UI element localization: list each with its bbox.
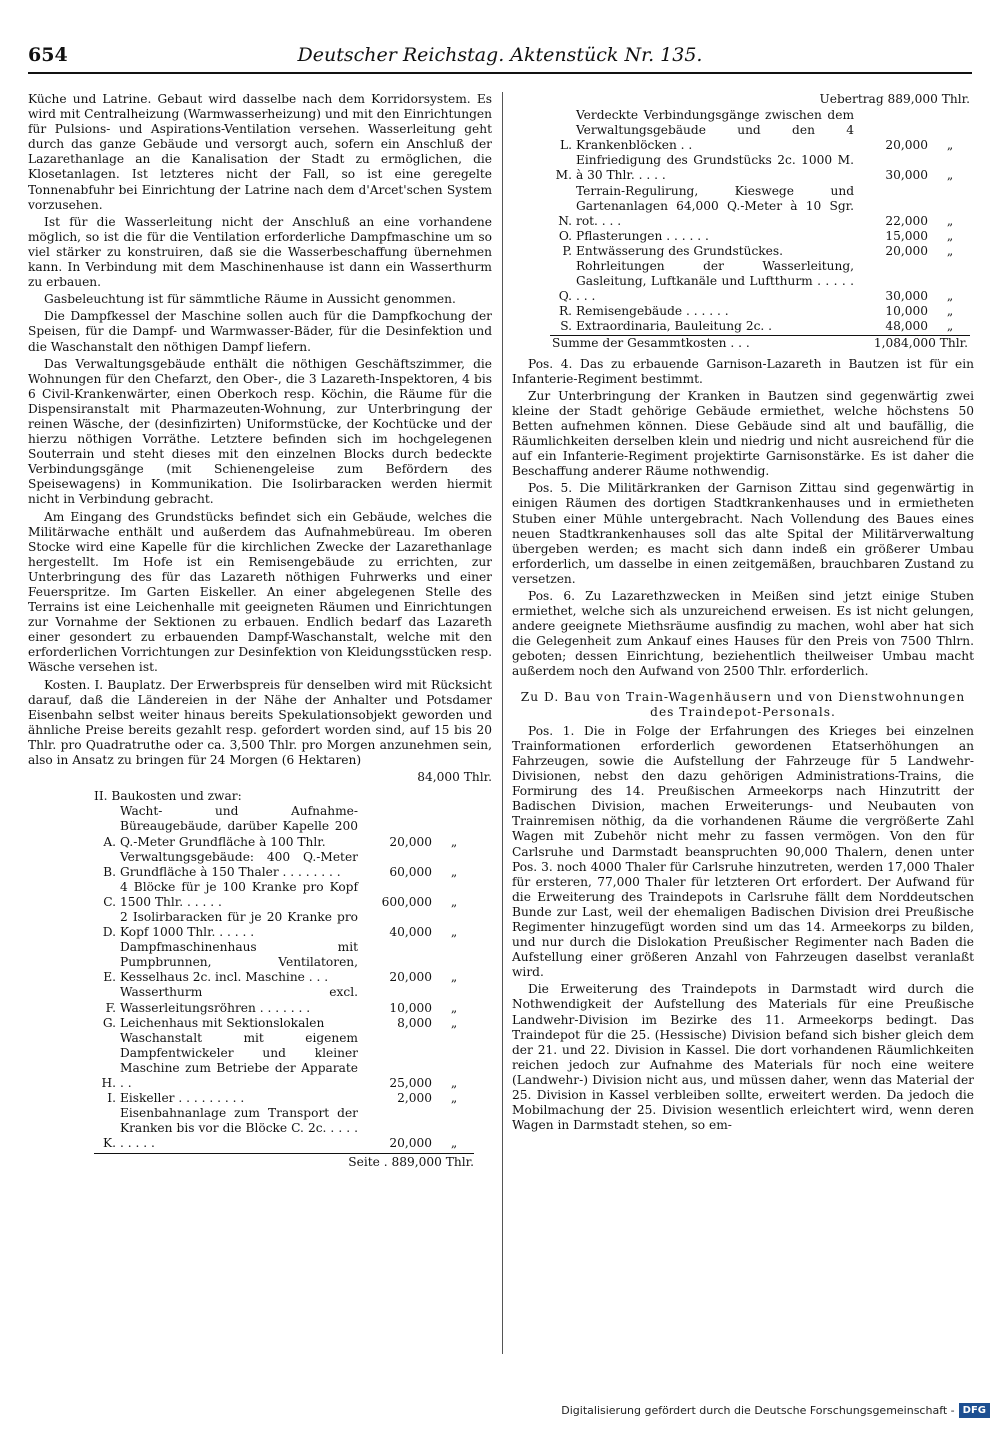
paragraph: Pos. 4. Das zu erbauende Garnison-Lazareth in Bautzen ist für ein Infanterie-Regiment bestimmt.	[512, 356, 974, 386]
cost-unit: „	[450, 1076, 458, 1090]
cost-row	[94, 940, 474, 985]
cost-letter: E.	[103, 970, 116, 985]
section-title: Zu D. Bau von Train-Wagenhäusern und von Dienstwohnungen des Traindepot-Personals.	[520, 689, 966, 719]
cost-unit: „	[450, 864, 458, 879]
cost-unit: „	[450, 1136, 458, 1151]
cost-letter: Q.	[558, 289, 572, 304]
cost-letter: D.	[102, 925, 116, 940]
cost-amount: 22,000	[885, 213, 928, 228]
cost-unit: „	[946, 289, 954, 304]
paragraph: Kosten. I. Bauplatz. Der Erwerbspreis für denselben wird mit Rücksicht darauf, daß die Ländereien in der Nähe der Anhalter und Potsdamer Eisenbahn selbst weiter hinaus bereits Spekulationsobjekt geworden und ähnliche Preise bereits gezahlt resp. gefordert worden sind, auf 15 bis 20 Thlr. pro Quadratruthe oder ca. 3,500 Thlr. pro Morgen anzunehmen sein, also in Ansatz zu bringen für 24 Morgen (6 Hektaren)	[28, 677, 492, 768]
cost-description: Rohrleitungen der Wasserleitung, Gasleitung, Luftkanäle und Luftthurm . . . . . . . .	[576, 259, 854, 304]
cost-row	[94, 850, 474, 880]
cost-unit: „	[450, 834, 458, 849]
bauplatz-total: 84,000 Thlr.	[417, 770, 492, 785]
cost-description: Wasserthurm excl. Wasserleitungsröhren . . . . . . .	[120, 985, 358, 1015]
cost-unit: „	[450, 1091, 458, 1106]
cost-unit: „	[946, 304, 954, 319]
paragraph: Die Dampfkessel der Maschine sollen auch für die Dampfkochung der Speisen, für die Dampf- und Warmwasser-Bäder, für die Desinfektion und die Waschanstalt den nöthigen Dampf liefern.	[28, 309, 492, 354]
grand-total-amount: 1,084,000 Thlr.	[856, 335, 970, 351]
cost-description: Einfriedigung des Grundstücks 2c. 1000 M. à 30 Thlr. . . . .	[576, 153, 854, 183]
cost-amount: 10,000	[389, 1000, 432, 1015]
paragraph: Die Erweiterung des Traindepots in Darmstadt wird durch die Nothwendigkeit der Aufstellung des Materials für eine Preußische Landwehr-Division im Bezirke des 11. Armeekorps bedingt. Das Traindepot für die 25. (Hessische) Division befand sich bisher gleich dem der 21. und 22. Division in Kassel. Die dort vorhandenen Räumlichkeiten reichen jedoch zur Aufnahme des Materials für noch eine weitere (Landwehr-) Division nicht aus, und müssen daher, wenn das Material der 25. Division in Kassel verbleiben sollte, erweitert werden. Da jedoch die Mobilmachung der 25. Division wesentlich erleichtert wird, wenn deren Wagen in Darmstadt stehen, so em-	[512, 982, 974, 1133]
column-divider	[502, 92, 503, 1354]
cost-unit: „	[946, 243, 954, 258]
right-paragraphs-b	[512, 724, 974, 1134]
cost-unit: „	[450, 1000, 458, 1015]
page-header	[28, 38, 972, 74]
cost-letter: O.	[558, 228, 572, 243]
cost-row	[550, 319, 970, 334]
cost-row	[94, 880, 474, 910]
cost-description: Waschanstalt mit eigenem Dampfentwickeler und kleiner Maschine zum Betriebe der Apparate . .	[120, 1030, 358, 1090]
cost-row	[94, 804, 474, 849]
cost-letter: L.	[560, 138, 572, 153]
cost-description: 2 Isolirbaracken für je 20 Kranke pro Kopf 1000 Thlr. . . . . .	[120, 909, 358, 940]
cost-row	[94, 910, 474, 940]
paragraph: Pos. 5. Die Militärkranken der Garnison Zittau sind gegenwärtig in einigen Räumen des dortigen Stadtkrankenhauses und in ermietheten Stuben einer Mühle untergebracht. Nach Vollendung des Baues eines neuen Stadtkrankenhauses soll das alte Spital der Militärverwaltung übergeben werden; es macht sich dann indeß ein größerer Umbau erforderlich, um dasselbe in einen zeitgemäßen, brauchbaren Zustand zu versetzen.	[512, 481, 974, 586]
cost-amount: 40,000	[389, 925, 432, 940]
cost-row	[550, 108, 970, 153]
dfg-logo: DFG	[959, 1403, 990, 1418]
cost-amount: 30,000	[885, 289, 928, 304]
cost-amount: 20,000	[885, 138, 928, 153]
cost-description: Verdeckte Verbindungsgänge zwischen dem Verwaltungsgebäude und den 4 Krankenblöcken . .	[576, 108, 854, 153]
cost-letter: I.	[107, 1091, 116, 1106]
cost-row	[94, 985, 474, 1015]
cost-unit: „	[450, 1015, 458, 1030]
paragraph: Pos. 1. Die in Folge der Erfahrungen des Krieges bei einzelnen Trainformationen erforderlich gewordenen Etatserhöhungen an Fahrzeugen, sowie die Aufstellung der Fahrzeuge für 5 Landwehr-Divisionen, nebst den dazu gehörigen Administrations-Trains, die Formirung des 14. Preußischen Armeekorps nach Hinzutritt der Badischen Division, machen Erweiterungs- und Neubauten von Trainremisen nöthig, da die vorhandenen Räume die vergrößerte Zahl Wagen mit Zubehör nicht mehr zu fassen vermögen. Von den für Carlsruhe und Darmstadt beanspruchten 90,000 Thalern, denen unter Pos. 3. noch 4000 Thaler für Carlsruhe hinzutreten, werden 17,000 Thaler für ersteren, 77,000 Thaler für letzteren Ort erfordert. Der Aufwand für die Erweiterung des Traindepots in Carlsruhe fällt dem Norddeutschen Bunde zur Last, weil der ehemaligen Badischen Division drei Preußische Regimenter hinzugefügt worden sind um das 14. Armeekorps zu bilden, und nur durch die Dislokation Preußischer Regimenter nach Baden die Aufstellung einer größeren Anzahl von Fahrzeugen daselbst veranlaßt wird.	[512, 723, 974, 980]
paragraph: Ist für die Wasserleitung nicht der Anschluß an eine vorhandene möglich, so ist die für die Ventilation erforderliche Dampfmaschine um so viel stärker zu konstruiren, daß sie die Wasserbeschaffung übernehmen kann. In Verbindung mit dem Maschinenhause ist dann ein Wasserthurm zu erbauen.	[28, 214, 492, 290]
cost-row	[550, 153, 970, 183]
baukosten-list	[94, 789, 474, 1170]
cost-description: Leichenhaus mit Sektionslokalen	[120, 1015, 325, 1030]
cost-row	[550, 184, 970, 229]
cost-amount: 20,000	[389, 970, 432, 985]
cost-amount: 20,000	[389, 1136, 432, 1151]
grand-total-table	[550, 335, 970, 351]
cost-amount: 25,000	[389, 1076, 432, 1090]
cost-row	[94, 1091, 474, 1106]
cost-letter: H.	[101, 1076, 116, 1090]
cost-description: Eiskeller . . . . . . . . .	[120, 1091, 245, 1106]
cost-letter: N.	[558, 213, 572, 228]
page-number: 654	[28, 44, 68, 66]
paragraph: Das Verwaltungsgebäude enthält die nöthigen Geschäftszimmer, die Wohnungen für den Chefarzt, den Ober-, die 3 Lazareth-Inspektoren, 4 bis 6 Civil-Krankenwärter, einen Oberkoch resp. Köchin, die Räume für die Dispensiranstalt mit Pharmazeuten-Wohnung, zur Unterbringung der reinen Wäsche, der (desinfizirten) Uniformstücke, der Kochtücke und der hierzu nöthigen Vorräthe. Letztere befinden sich im hochgelegenen Souterrain und steht dieses mit den einzelnen Blocks durch bedeckte Verbindungsgänge (mit Schienengeleise zum Befördern des Speisewagens) in Kommunikation. Die Isolirbaracken werden hiermit nicht in Verbindung gebracht.	[28, 356, 492, 507]
cost-unit: „	[946, 319, 954, 334]
cost-amount: 15,000	[885, 228, 928, 243]
cost-amount: 2,000	[397, 1091, 432, 1106]
costs-heading: II. Baukosten und zwar:	[94, 789, 242, 804]
cost-letter: A.	[103, 834, 116, 849]
footer-text: Digitalisierung gefördert durch die Deutsche Forschungsgemeinschaft -	[561, 1404, 955, 1417]
left-column	[28, 92, 492, 1175]
cost-unit: „	[946, 228, 954, 243]
paragraph: Zur Unterbringung der Kranken in Bautzen sind gegenwärtig zwei kleine der Stadt gehörige Gebäude ermiethet, welche höchstens 50 Betten aufnehmen können. Diese Gebäude sind alt und baufällig, die Räumlichkeiten derselben klein und niedrig und nicht ausreichend für die auf ein Infanterie-Regiment projektirte Garnisonstärke. Es ist daher die Beschaffung anderer Räume nothwendig.	[512, 388, 974, 479]
cost-amount: 48,000	[885, 319, 928, 334]
cost-description: Remisengebäude . . . . . .	[576, 304, 729, 319]
cost-unit: „	[946, 213, 954, 228]
cost-letter: B.	[103, 864, 116, 879]
grand-total-label: Summe der Gesammtkosten . . .	[550, 335, 856, 351]
cost-description: Extraordinaria, Bauleitung 2c. .	[576, 319, 773, 334]
cost-unit: „	[450, 970, 458, 985]
cost-row	[550, 259, 970, 304]
cost-unit: „	[946, 138, 954, 153]
cost-amount: 30,000	[885, 168, 928, 183]
cost-row	[94, 1031, 474, 1091]
cost-row	[550, 229, 970, 244]
left-cost-table	[94, 804, 474, 1151]
cost-amount: 10,000	[885, 304, 928, 319]
paragraph: Am Eingang des Grundstücks befindet sich ein Gebäude, welches die Militärwache enthält und außerdem das Aufnahmebüreau. Im oberen Stocke wird eine Kapelle für die kirchlichen Zwecke der Lazarethanlage hergestellt. Im Hofe ist ein Remisengebäude zu errichten, zur Unterbringung des für das Lazareth nöthigen Fuhrwerks und einer Feuerspritze. Im Garten Eiskeller. An einer abgelegenen Stelle des Terrains ist eine Leichenhalle mit geeigneten Räumen und Einrichtungen zur Vornahme der Sektionen zu erbauen. Endlich bedarf das Lazareth einer gesondert zu erbauenden Dampf-Waschanstalt, welche mit den erforderlichen Vorrichtungen zur Desinfektion von Kleidungsstücken resp. Wäsche versehen ist.	[28, 509, 492, 675]
cost-letter: R.	[558, 304, 572, 319]
digitization-footer	[561, 1403, 990, 1418]
cost-unit: „	[450, 925, 458, 940]
continued-cost-list	[550, 92, 970, 351]
cost-description: Entwässerung des Grundstückes.	[576, 243, 784, 258]
cost-row	[550, 304, 970, 319]
cost-letter: P.	[562, 243, 572, 258]
cost-description: Wacht- und Aufnahme-Büreaugebäude, darüber Kapelle 200 Q.-Meter Grundfläche à 100 Thlr.	[120, 804, 358, 849]
cost-row	[94, 1016, 474, 1031]
cost-amount: 60,000	[389, 864, 432, 879]
cost-letter: K.	[103, 1136, 116, 1151]
cost-amount: 8,000	[397, 1015, 432, 1030]
right-paragraphs-a	[512, 357, 974, 680]
paragraph: Küche und Latrine. Gebaut wird dasselbe nach dem Korridorsystem. Es wird mit Centralheizung (Warmwasserheizung) und mit den Einrichtungen für Pulsions- und Aspirations-Ventilation versehen. Wasserleitung geht durch das ganze Gebäude und versorgt auch, sofern ein Anschluß der Lazarethanlage an die Kanalisation der Stadt zu ermöglichen, die Klosetanlagen. Ist letzteres nicht der Fall, so ist eine geregelte Tonnenabfuhr bei Einrichtung der Latrine nach dem d'Arcet'schen System vorzusehen.	[28, 92, 492, 212]
cost-description: Terrain-Regulirung, Kieswege und Gartenanlagen 64,000 Q.-Meter à 10 Sgr. rot. . . .	[576, 183, 854, 228]
cost-letter: S.	[560, 319, 572, 334]
right-column	[512, 92, 974, 1135]
cost-unit: „	[450, 894, 458, 909]
paragraph: Gasbeleuchtung ist für sämmtliche Räume in Aussicht genommen.	[44, 292, 456, 307]
cost-letter: G.	[102, 1015, 116, 1030]
left-paragraphs	[28, 92, 492, 768]
right-cost-table	[550, 108, 970, 334]
running-title: Deutscher Reichstag. Aktenstück Nr. 135.	[297, 44, 703, 66]
cost-description: Eisenbahnanlage zum Transport der Kranken bis vor die Blöcke C. 2c. . . . . . . . . .	[120, 1106, 358, 1151]
cost-letter: M.	[555, 168, 572, 183]
cost-row	[550, 244, 970, 259]
cost-description: 4 Blöcke für je 100 Kranke pro Kopf 1500 Thlr. . . . . .	[120, 879, 358, 909]
cost-description: Pflasterungen . . . . . .	[576, 228, 709, 243]
cost-letter: F.	[105, 1000, 116, 1015]
cost-description: Verwaltungsgebäude: 400 Q.-Meter Grundfläche à 150 Thaler . . . . . . . .	[120, 849, 358, 879]
paragraph: Pos. 6. Zu Lazarethzwecken in Meißen sind jetzt einige Stuben ermiethet, welche sich als unzureichend erweisen. Es ist nicht gelungen, andere geeignete Miethsräume ausfindig zu machen, wohl aber hat sich die Gelegenheit zum Ankauf eines Hauses für den Preis von 7500 Thlrn. geboten; dessen Einrichtung, beziehentlich theilweiser Umbau macht außerdem noch den Aufwand von 2500 Thlr. erforderlich.	[512, 589, 974, 679]
cost-unit: „	[946, 168, 954, 183]
cost-letter: C.	[103, 894, 116, 909]
cost-amount: 600,000	[381, 894, 432, 909]
cost-description: Dampfmaschinenhaus mit Pumpbrunnen, Ventilatoren, Kesselhaus 2c. incl. Maschine . . .	[120, 940, 358, 985]
page-sum: Seite . 889,000 Thlr.	[94, 1153, 474, 1170]
cost-amount: 20,000	[885, 243, 928, 258]
cost-row	[94, 1106, 474, 1151]
grand-total-row	[550, 335, 970, 351]
carry-over: Uebertrag 889,000 Thlr.	[819, 92, 970, 106]
cost-amount: 20,000	[389, 834, 432, 849]
